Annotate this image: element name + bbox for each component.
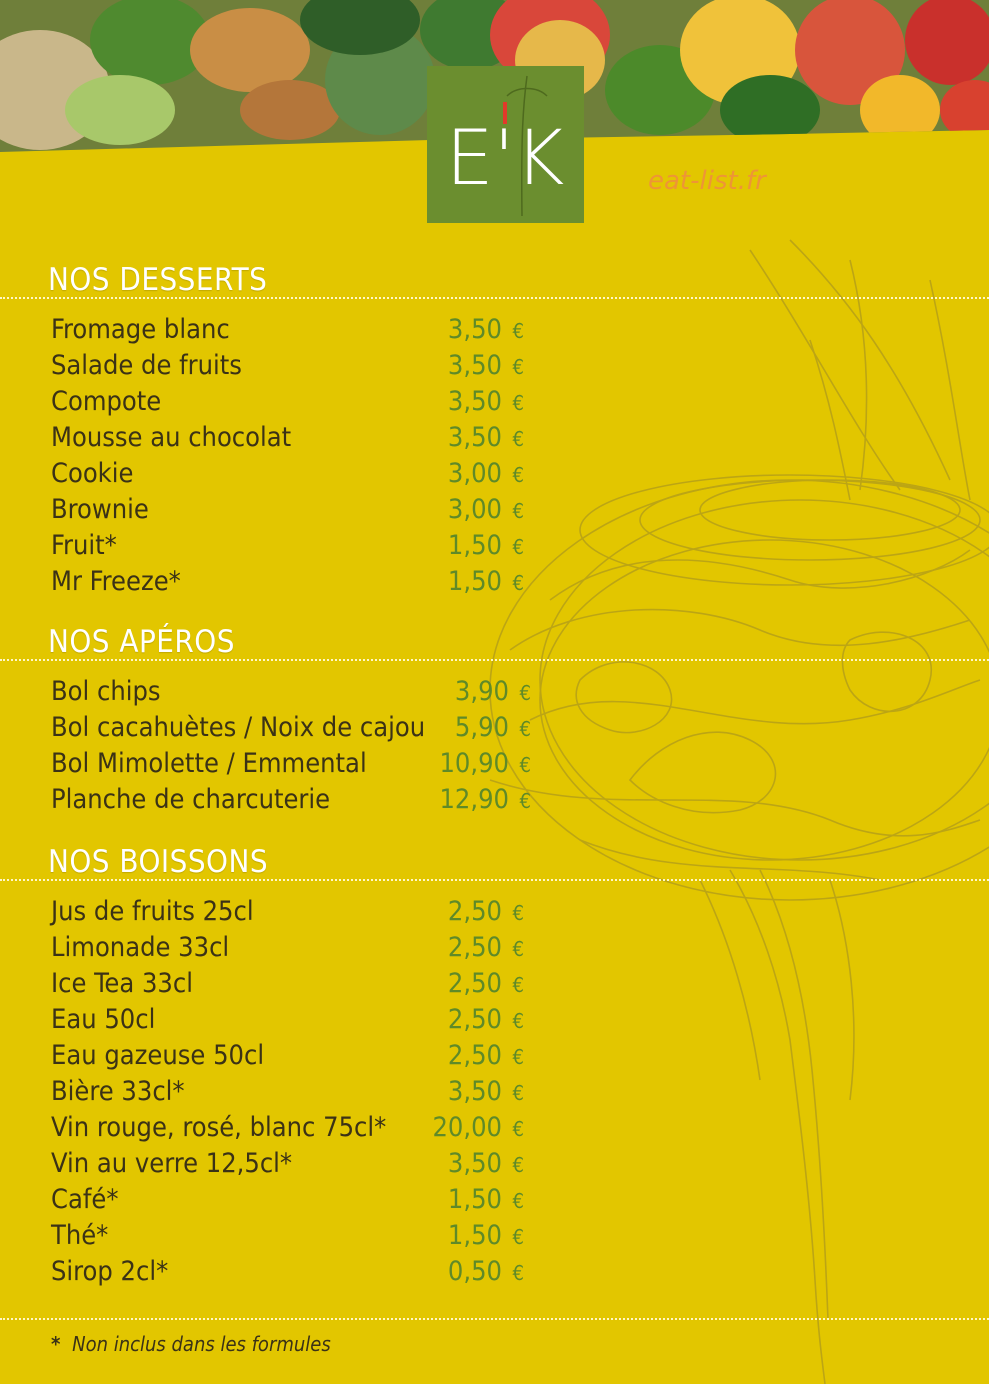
currency-symbol: € xyxy=(512,391,524,415)
menu-item xyxy=(0,566,989,602)
menu-item-name: Salade de fruits xyxy=(51,350,242,381)
menu-item-name: Compote xyxy=(51,386,162,417)
section-title-nos-desserts: NOS DESSERTS xyxy=(48,262,268,298)
price-value: 3,50 xyxy=(447,1148,502,1179)
price-value: 3,50 xyxy=(447,422,502,453)
menu-item-price xyxy=(448,350,524,381)
price-value: 3,50 xyxy=(447,1076,502,1107)
menu-item-name: Eau gazeuse 50cl xyxy=(51,1040,265,1071)
currency-symbol: € xyxy=(512,355,524,379)
footnote xyxy=(51,1332,331,1356)
currency-symbol: € xyxy=(512,937,524,961)
menu-item-name: Vin rouge, rosé, blanc 75cl* xyxy=(51,1112,387,1143)
menu-item xyxy=(0,1184,989,1220)
currency-symbol: € xyxy=(512,901,524,925)
price-value: 1,50 xyxy=(447,530,502,561)
menu-item-price xyxy=(448,458,524,489)
price-value: 10,90 xyxy=(439,748,509,779)
menu-item-name: Cookie xyxy=(51,458,134,489)
menu-item-name: Fruit* xyxy=(51,530,117,561)
menu-item-price xyxy=(448,1076,524,1107)
currency-symbol: € xyxy=(512,463,524,487)
menu-item xyxy=(0,1220,989,1256)
menu-item xyxy=(0,968,989,1004)
currency-symbol: € xyxy=(512,1189,524,1213)
menu-item xyxy=(0,530,989,566)
currency-symbol: € xyxy=(512,973,524,997)
menu-item-name: Brownie xyxy=(51,494,149,525)
menu-item xyxy=(0,422,989,458)
menu-item xyxy=(0,350,989,386)
menu-item-name: Mr Freeze* xyxy=(51,566,181,597)
section-divider xyxy=(0,659,989,661)
menu-item-name: Bière 33cl* xyxy=(51,1076,185,1107)
currency-symbol: € xyxy=(519,789,531,813)
menu-item-name: Jus de fruits 25cl xyxy=(51,896,254,927)
price-value: 3,00 xyxy=(447,458,502,489)
menu-item-price xyxy=(448,1148,524,1179)
menu-item-name: Planche de charcuterie xyxy=(51,784,331,815)
menu-item-price xyxy=(432,1112,524,1143)
menu-item-name: Vin au verre 12,5cl* xyxy=(51,1148,293,1179)
currency-symbol: € xyxy=(512,1225,524,1249)
menu-item-name: Fromage blanc xyxy=(51,314,230,345)
currency-symbol: € xyxy=(512,319,524,343)
currency-symbol: € xyxy=(512,1153,524,1177)
menu-item-price xyxy=(448,494,524,525)
price-value: 1,50 xyxy=(447,1184,502,1215)
menu-item-name: Ice Tea 33cl xyxy=(51,968,193,999)
menu-item-price xyxy=(448,968,524,999)
menu-item-price xyxy=(448,530,524,561)
currency-symbol: € xyxy=(512,1009,524,1033)
price-value: 12,90 xyxy=(439,784,509,815)
menu-item xyxy=(0,748,989,784)
currency-symbol: € xyxy=(512,1117,524,1141)
price-value: 1,50 xyxy=(447,1220,502,1251)
price-value: 3,90 xyxy=(454,676,509,707)
menu-item xyxy=(0,676,989,712)
menu-item xyxy=(0,1148,989,1184)
price-value: 5,90 xyxy=(454,712,509,743)
currency-symbol: € xyxy=(519,681,531,705)
menu-item xyxy=(0,896,989,932)
menu-item xyxy=(0,932,989,968)
menu-item-price xyxy=(448,1184,524,1215)
menu-item-price xyxy=(439,748,531,779)
menu-item xyxy=(0,1004,989,1040)
menu-item-name: Mousse au chocolat xyxy=(51,422,292,453)
price-value: 3,50 xyxy=(447,350,502,381)
price-value: 2,50 xyxy=(447,1004,502,1035)
menu-item-name: Bol Mimolette / Emmental xyxy=(51,748,367,779)
watermark: eat-list.fr xyxy=(648,166,766,196)
menu-item xyxy=(0,386,989,422)
menu-item xyxy=(0,1076,989,1112)
menu-item-price xyxy=(448,386,524,417)
svg-text:E'K: E'K xyxy=(445,113,565,202)
menu-item-price xyxy=(448,932,524,963)
menu-item xyxy=(0,712,989,748)
currency-symbol: € xyxy=(519,753,531,777)
price-value: 3,50 xyxy=(447,386,502,417)
logo-mark xyxy=(427,66,584,223)
menu-item-name: Eau 50cl xyxy=(51,1004,156,1035)
price-value: 2,50 xyxy=(447,932,502,963)
section-divider xyxy=(0,879,989,881)
menu-item-price xyxy=(448,896,524,927)
price-value: 0,50 xyxy=(447,1256,502,1287)
currency-symbol: € xyxy=(512,427,524,451)
menu-item xyxy=(0,1040,989,1076)
price-value: 2,50 xyxy=(447,968,502,999)
price-value: 3,00 xyxy=(447,494,502,525)
menu-item-name: Thé* xyxy=(51,1220,109,1251)
menu-item-price xyxy=(448,1220,524,1251)
menu-item-price xyxy=(448,422,524,453)
footnote-text: Non inclus dans les formules xyxy=(72,1332,331,1356)
menu-item xyxy=(0,1256,989,1292)
currency-symbol: € xyxy=(512,571,524,595)
restaurant-logo xyxy=(427,66,584,223)
price-value: 20,00 xyxy=(432,1112,502,1143)
currency-symbol: € xyxy=(512,1081,524,1105)
menu-item-price xyxy=(448,314,524,345)
menu-item-name: Bol chips xyxy=(51,676,161,707)
menu-item-price xyxy=(439,784,531,815)
menu-item-price xyxy=(455,712,531,743)
menu-item xyxy=(0,1112,989,1148)
currency-symbol: € xyxy=(512,1045,524,1069)
menu-item-price xyxy=(455,676,531,707)
menu-item xyxy=(0,314,989,350)
currency-symbol: € xyxy=(512,535,524,559)
price-value: 1,50 xyxy=(447,566,502,597)
menu-item-price xyxy=(448,1256,524,1287)
menu-item-price xyxy=(448,1004,524,1035)
currency-symbol: € xyxy=(512,499,524,523)
footer-divider xyxy=(0,1318,989,1320)
menu-item-name: Café* xyxy=(51,1184,119,1215)
price-value: 2,50 xyxy=(447,896,502,927)
price-value: 3,50 xyxy=(447,314,502,345)
footnote-star: * xyxy=(51,1332,61,1356)
menu-item-price xyxy=(448,1040,524,1071)
price-value: 2,50 xyxy=(447,1040,502,1071)
section-title-nos-aperos: NOS APÉROS xyxy=(48,624,235,660)
currency-symbol: € xyxy=(512,1261,524,1285)
menu-item-name: Limonade 33cl xyxy=(51,932,230,963)
currency-symbol: € xyxy=(519,717,531,741)
menu-item-name: Bol cacahuètes / Noix de cajou xyxy=(51,712,426,743)
menu-item-price xyxy=(448,566,524,597)
section-title-nos-boissons: NOS BOISSONS xyxy=(48,844,269,880)
menu-item xyxy=(0,784,989,820)
section-divider xyxy=(0,297,989,299)
menu-item xyxy=(0,458,989,494)
menu-item-name: Sirop 2cl* xyxy=(51,1256,169,1287)
menu-item xyxy=(0,494,989,530)
